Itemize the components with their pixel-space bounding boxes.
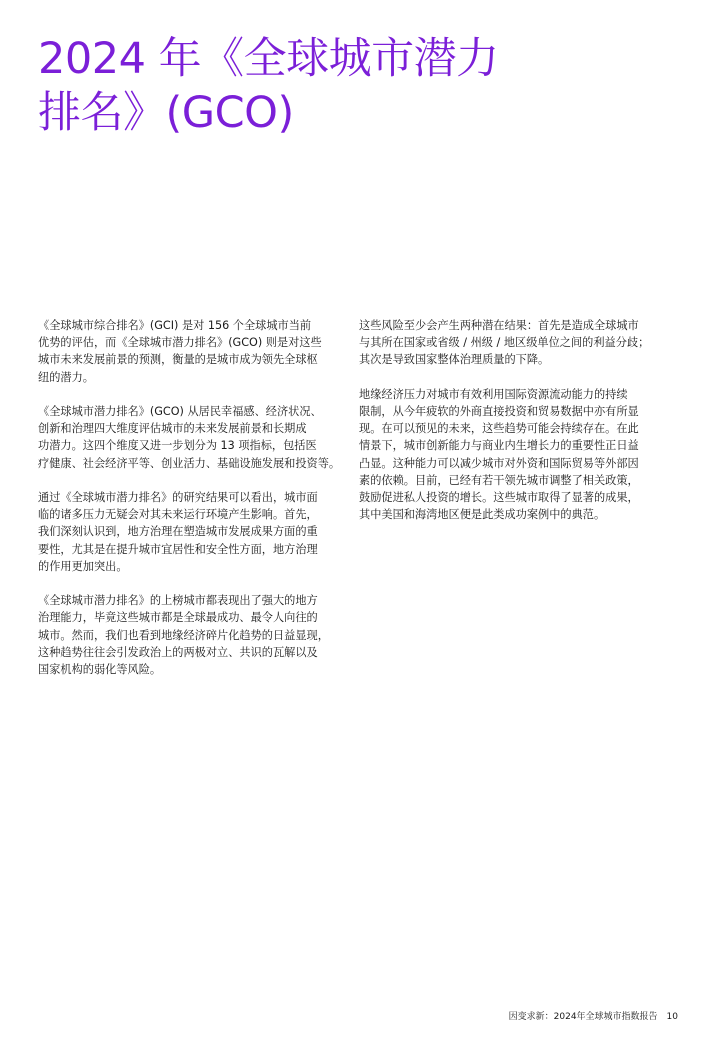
- footer-report-name: 因变求新：2024年全球城市指数报告: [508, 1012, 658, 1022]
- page-footer: [509, 1009, 678, 1022]
- page-number: 10: [666, 1012, 678, 1022]
- body-paragraph: 通过《全球城市潜力排名》的研究结果可以看出，城市面 临的诸多压力无疑会对其未来运行环境产生影响。首先， 我们深刻认识到，地方治理在塑造城市发展成果方面的重 要性，尤其是在提升城市宜居性和安全性方面，地方治理 的作用更加突出。: [38, 491, 318, 573]
- body-paragraph: 这些风险至少会产生两种潜在结果：首先是造成全球城市 与其所在国家或省级 / 州级 / 地区级单位之间的利益分歧； 其次是导致国家整体治理质量的下降。: [359, 319, 650, 367]
- right-column: [359, 317, 665, 541]
- page-title-line-2: 排名》(GCO): [38, 88, 294, 138]
- body-paragraph: 《全球城市综合排名》(GCI) 是对 156 个全球城市当前 优势的评估，而《全球城市潜力排名》(GCO) 则是对这些 城市未来发展前景的预测，衡量的是城市成为领先全球枢 纽的潜力。: [38, 319, 322, 384]
- body-paragraph: 《全球城市潜力排名》(GCO) 从居民幸福感、经济状况、 创新和治理四大维度评估城市的未来发展前景和长期成 功潜力。这四个维度又进一步划分为 13 项指标，包括医 疗健康、社会经济平等、创业活力、基础设施发展和投资等。: [38, 405, 341, 470]
- left-column: [38, 317, 346, 695]
- body-paragraph: 《全球城市潜力排名》的上榜城市都表现出了强大的地方 治理能力，毕竟这些城市都是全球最成功、最令人向往的 城市。然而，我们也看到地缘经济碎片化趋势的日益显现， 这种趋势往往会引发政治上的两极对立、共识的瓦解以及 国家机构的弱化等风险。: [38, 594, 329, 677]
- page-title: [38, 32, 598, 140]
- page-title-line-1: 2024 年《全球城市潜力: [38, 34, 499, 84]
- body-paragraph: 地缘经济压力对城市有效利用国际资源流动能力的持续 限制，从今年疲软的外商直接投资和贸易数据中亦有所显 现。在可以预见的未来，这些趋势可能会持续存在。在此 情景下，城市创新能力与商业内生增长力的重要性正日益 凸显。这种能力可以减少城市对外资和国际贸易等外部因 素的依赖。目前，已经有若干领先城市调整了相关政策， 鼓励促进私人投资的增长。这些城市取得了显著的成果， 其中美国和海湾地区便是此类成功案例中的典范。: [359, 387, 639, 522]
